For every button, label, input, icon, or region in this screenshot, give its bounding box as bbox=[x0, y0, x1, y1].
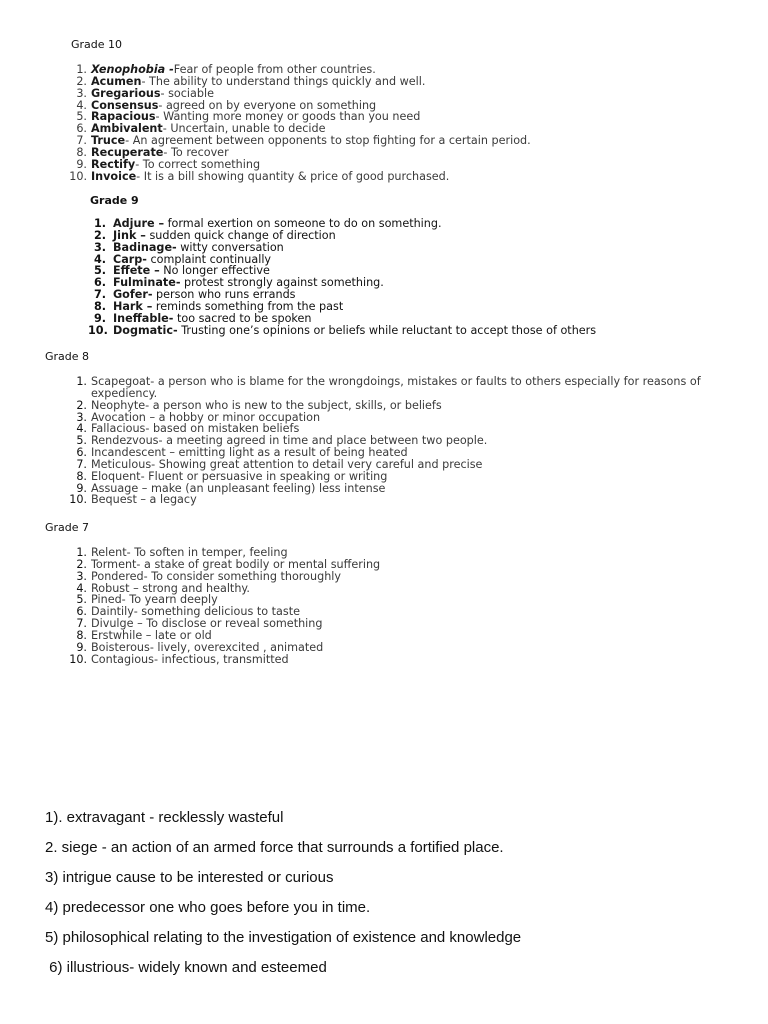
vocab-term: Carp- bbox=[113, 252, 147, 266]
vocab-term: Effete – bbox=[113, 264, 160, 278]
vocab-entry: Pondered- To consider something thoroughly bbox=[91, 569, 342, 583]
vocab-definition: - It is a bill showing quantity & price of good purchased. bbox=[136, 169, 450, 183]
vocab-term: Xenophobia - bbox=[91, 63, 174, 76]
grade-7-word-list bbox=[60, 547, 380, 665]
item-number: 4. bbox=[76, 581, 87, 595]
vocab-term: Rapacious bbox=[91, 110, 156, 124]
vocab-entry: Bequest – a legacy bbox=[91, 493, 197, 507]
item-number: 10. bbox=[69, 169, 87, 183]
vocab-entry: Daintily- something delicious to taste bbox=[91, 605, 300, 619]
vocab-entry: Torment- a stake of great bodily or mental suffering bbox=[91, 557, 381, 571]
vocab-term: Gofer- bbox=[113, 288, 153, 302]
extra-word-4: 4) predecessor one who goes before you in time. bbox=[45, 899, 371, 916]
item-number: 5. bbox=[76, 434, 87, 448]
vocab-term: Truce bbox=[91, 134, 126, 148]
item-number: 3. bbox=[76, 569, 87, 583]
list-item bbox=[60, 654, 380, 666]
vocab-definition: - The ability to understand things quickly and well. bbox=[141, 74, 426, 88]
vocab-definition: witty conversation bbox=[176, 240, 284, 254]
vocab-entry: Assuage – make (an unpleasant feeling) less intense bbox=[91, 481, 386, 495]
item-number: 6. bbox=[76, 446, 87, 460]
vocab-entry: Erstwhile – late or old bbox=[91, 628, 212, 642]
vocab-entry: Incandescent – emitting light as a result of being heated bbox=[91, 446, 408, 460]
item-number: 2. bbox=[93, 228, 106, 242]
vocab-definition: person who runs errands bbox=[152, 288, 296, 302]
vocab-term: Invoice bbox=[91, 169, 137, 183]
item-number: 9. bbox=[76, 481, 87, 495]
vocab-term: Hark – bbox=[113, 299, 153, 313]
item-number: 5. bbox=[76, 593, 87, 607]
extra-word-1: 1). extravagant - recklessly wasteful bbox=[45, 809, 284, 826]
vocab-entry: Scapegoat- a person who is blame for the wrongdoings, mistakes or faults to others especially for reasons of expediency. bbox=[91, 375, 701, 400]
item-number: 3. bbox=[76, 86, 87, 100]
item-number: 7. bbox=[76, 457, 87, 471]
vocab-definition: - agreed on by everyone on something bbox=[158, 98, 377, 112]
vocab-term: Recuperate bbox=[91, 145, 164, 159]
item-number: 7. bbox=[76, 134, 87, 148]
item-number: 6. bbox=[93, 276, 106, 290]
vocab-definition: sudden quick change of direction bbox=[145, 228, 336, 242]
vocab-entry: Relent- To soften in temper, feeling bbox=[91, 546, 288, 559]
item-number: 2. bbox=[76, 74, 87, 88]
item-number: 6. bbox=[76, 605, 87, 619]
item-number: 10. bbox=[69, 493, 87, 507]
vocab-definition: - Uncertain, unable to decide bbox=[162, 122, 326, 136]
vocab-term: Rectify bbox=[91, 157, 136, 171]
item-number: 7. bbox=[76, 617, 87, 631]
item-number: 6. bbox=[76, 122, 87, 136]
item-number: 1. bbox=[76, 546, 87, 559]
item-number: 1. bbox=[76, 375, 87, 388]
extra-word-6: 6) illustrious- widely known and esteemed bbox=[45, 959, 327, 976]
list-item bbox=[88, 325, 596, 337]
grade-10-heading: Grade 10 bbox=[71, 38, 123, 51]
vocab-term: Ineffable- bbox=[113, 311, 174, 325]
item-number: 5. bbox=[76, 110, 87, 124]
vocab-definition: - An agreement between opponents to stop fighting for a certain period. bbox=[125, 134, 531, 148]
vocab-definition: too sacred to be spoken bbox=[173, 311, 312, 325]
grade-9-heading: Grade 9 bbox=[90, 194, 139, 207]
item-number: 5. bbox=[93, 264, 106, 278]
item-number: 10. bbox=[88, 323, 108, 337]
vocab-term: Fulminate- bbox=[113, 276, 181, 290]
extra-word-2: 2. siege - an action of an armed force that surrounds a fortified place. bbox=[45, 839, 504, 856]
vocab-entry: Eloquent- Fluent or persuasive in speaking or writing bbox=[91, 469, 388, 483]
item-number: 7. bbox=[93, 288, 106, 302]
item-number: 8. bbox=[76, 469, 87, 483]
vocab-term: Jink – bbox=[113, 228, 146, 242]
vocab-term: Acumen bbox=[91, 74, 142, 88]
item-number: 4. bbox=[93, 252, 106, 266]
item-number: 8. bbox=[76, 145, 87, 159]
vocab-entry: Rendezvous- a meeting agreed in time and place between two people. bbox=[91, 434, 488, 448]
item-number: 2. bbox=[76, 557, 87, 571]
vocab-term: Dogmatic- bbox=[113, 323, 178, 337]
item-number: 2. bbox=[76, 398, 87, 412]
vocab-definition: formal exertion on someone to do on something. bbox=[164, 217, 442, 230]
item-number: 1. bbox=[76, 63, 87, 76]
vocab-entry: Neophyte- a person who is new to the subject, skills, or beliefs bbox=[91, 398, 442, 412]
vocab-definition: Trusting one’s opinions or beliefs while reluctant to accept those of others bbox=[177, 323, 597, 337]
vocab-term: Consensus bbox=[91, 98, 159, 112]
vocab-entry: Fallacious- based on mistaken beliefs bbox=[91, 422, 300, 436]
vocab-term: Ambivalent bbox=[91, 122, 163, 136]
item-number: 8. bbox=[76, 628, 87, 642]
list-item bbox=[60, 494, 716, 506]
item-number: 9. bbox=[93, 311, 106, 325]
vocab-definition: - To correct something bbox=[135, 157, 261, 171]
grade-8-heading: Grade 8 bbox=[45, 350, 90, 363]
grade-9-word-list bbox=[88, 218, 596, 336]
list-item bbox=[60, 171, 531, 183]
vocab-definition: complaint continually bbox=[146, 252, 272, 266]
grade-7-heading: Grade 7 bbox=[45, 521, 90, 534]
item-number: 8. bbox=[93, 299, 106, 313]
grade-8-word-list bbox=[60, 376, 716, 506]
item-number: 4. bbox=[76, 422, 87, 436]
vocab-definition: No longer effective bbox=[159, 264, 270, 278]
vocab-definition: - To recover bbox=[163, 145, 229, 159]
item-number: 9. bbox=[76, 640, 87, 654]
vocab-entry: Contagious- infectious, transmitted bbox=[91, 652, 289, 666]
extra-word-3: 3) intrigue cause to be interested or curious bbox=[45, 869, 334, 886]
vocab-entry: Avocation – a hobby or minor occupation bbox=[91, 410, 321, 424]
vocab-definition: - Wanting more money or goods than you need bbox=[155, 110, 421, 124]
vocab-entry: Pined- To yearn deeply bbox=[91, 593, 218, 607]
vocab-entry: Boisterous- lively, overexcited , animated bbox=[91, 640, 324, 654]
item-number: 3. bbox=[93, 240, 106, 254]
vocab-definition: protest strongly against something. bbox=[180, 276, 384, 290]
item-number: 1. bbox=[93, 217, 106, 230]
vocab-term: Badinage- bbox=[113, 240, 177, 254]
vocab-entry: Meticulous- Showing great attention to detail very careful and precise bbox=[91, 457, 483, 471]
vocab-definition: reminds something from the past bbox=[152, 299, 344, 313]
item-number: 9. bbox=[76, 157, 87, 171]
vocab-entry: Divulge – To disclose or reveal something bbox=[91, 617, 323, 631]
item-number: 4. bbox=[76, 98, 87, 112]
extra-word-5: 5) philosophical relating to the investigation of existence and knowledge bbox=[45, 929, 522, 946]
vocab-entry: Robust – strong and healthy. bbox=[91, 581, 250, 595]
vocab-term: Gregarious bbox=[91, 86, 161, 100]
vocab-definition: Fear of people from other countries. bbox=[173, 63, 376, 76]
vocab-term: Adjure – bbox=[113, 217, 165, 230]
item-number: 3. bbox=[76, 410, 87, 424]
list-item bbox=[60, 376, 716, 400]
item-number: 10. bbox=[69, 652, 87, 666]
vocab-definition: - sociable bbox=[160, 86, 214, 100]
grade-10-word-list bbox=[60, 64, 531, 182]
